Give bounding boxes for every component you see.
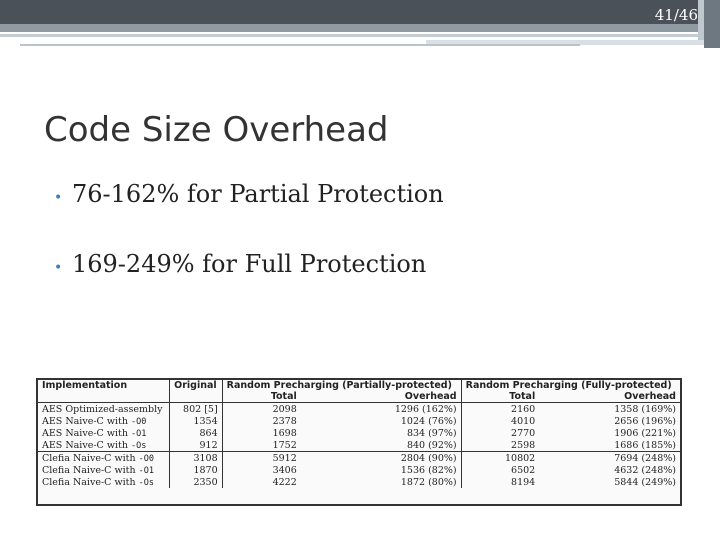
table-body bbox=[38, 403, 680, 489]
bullet-text: 169-249% for Full Protection bbox=[72, 250, 427, 278]
cell-full-overhead: 1686 (185%) bbox=[614, 439, 676, 451]
table-row bbox=[38, 427, 680, 439]
table-row bbox=[38, 452, 680, 465]
cell-partial-overhead: 1872 (80%) bbox=[301, 476, 461, 488]
bullet-dot-icon: • bbox=[54, 260, 63, 276]
cell-original: 3108 bbox=[170, 452, 223, 465]
cell-full-overhead: 2656 (196%) bbox=[614, 415, 676, 427]
compiler-flag: -Os bbox=[130, 440, 147, 451]
header-full-total: Total bbox=[461, 391, 539, 403]
table-row bbox=[38, 415, 680, 427]
cell-implementation: AES Naive-C with -O1 bbox=[38, 427, 170, 439]
slide-top-line bbox=[0, 34, 700, 37]
header-full-group: Random Precharging (Fully-protected) bbox=[465, 380, 672, 391]
slide-top-bar bbox=[0, 0, 720, 24]
slide-right-strip bbox=[698, 0, 704, 40]
cell-implementation: AES Naive-C with -O0 bbox=[38, 415, 170, 427]
table-row bbox=[38, 476, 680, 488]
header-partial-total: Total bbox=[222, 391, 301, 403]
bullet-list bbox=[54, 180, 444, 320]
cell-implementation: AES Naive-C with -Os bbox=[38, 439, 170, 452]
cell-partial-total: 1698 bbox=[272, 427, 297, 439]
cell-full-overhead: 4632 (248%) bbox=[614, 464, 676, 476]
header-original: Original bbox=[170, 380, 223, 391]
bullet-dot-icon: • bbox=[54, 190, 63, 206]
header-blank bbox=[170, 391, 223, 403]
cell-implementation: Clefia Naive-C with -O0 bbox=[38, 452, 170, 465]
cell-partial-total: 2378 bbox=[272, 415, 297, 427]
slide-right-strip bbox=[704, 0, 720, 48]
cell-partial-total: 2098 bbox=[222, 403, 301, 416]
cell-original: 2350 bbox=[170, 476, 223, 488]
cell-original: 802 [5] bbox=[170, 403, 223, 416]
cell-partial-overhead: 834 (97%) bbox=[301, 427, 461, 439]
compiler-flag: -O0 bbox=[130, 416, 147, 427]
cell-implementation: Clefia Naive-C with -Os bbox=[38, 476, 170, 488]
cell-original: 864 bbox=[170, 427, 223, 439]
cell-full-overhead: 1906 (221%) bbox=[614, 427, 676, 439]
compiler-flag: -O1 bbox=[130, 428, 147, 439]
cell-partial-overhead: 1536 (82%) bbox=[301, 464, 461, 476]
header-full-overhead: Overhead bbox=[539, 391, 680, 403]
cell-partial-total: 4222 bbox=[272, 476, 297, 488]
slide-top-line bbox=[20, 44, 580, 46]
cell-partial-overhead: 840 (92%) bbox=[301, 439, 461, 452]
cell-full-total: 2598 bbox=[511, 439, 536, 451]
header-implementation: Implementation bbox=[38, 380, 170, 391]
cell-original: 1354 bbox=[170, 415, 223, 427]
table-row bbox=[38, 403, 680, 416]
cell-implementation: Clefia Naive-C with -O1 bbox=[38, 464, 170, 476]
cell-partial-overhead: 2804 (90%) bbox=[301, 452, 461, 465]
table-row bbox=[38, 439, 680, 452]
cell-partial-overhead: 1296 (162%) bbox=[301, 403, 461, 416]
cell-full-total: 2160 bbox=[461, 403, 539, 416]
cell-full-overhead: 5844 (249%) bbox=[614, 476, 676, 488]
page-number: 41/46 bbox=[654, 6, 698, 24]
header-blank bbox=[38, 391, 170, 403]
cell-full-total: 10802 bbox=[461, 452, 539, 465]
bullet-item bbox=[54, 180, 444, 250]
cell-full-total: 2770 bbox=[511, 427, 536, 439]
cell-full-overhead: 7694 (248%) bbox=[539, 452, 680, 465]
cell-partial-overhead: 1024 (76%) bbox=[301, 415, 461, 427]
cell-implementation: AES Optimized-assembly bbox=[38, 403, 170, 416]
slide-title: Code Size Overhead bbox=[44, 110, 389, 150]
cell-partial-total: 1752 bbox=[272, 439, 297, 451]
bullet-text: 76-162% for Partial Protection bbox=[72, 180, 444, 208]
slide-top-accent-bar bbox=[0, 24, 700, 32]
cell-full-total: 8194 bbox=[511, 476, 536, 488]
header-partial-group: Random Precharging (Partially-protected) bbox=[222, 380, 461, 391]
cell-partial-total: 3406 bbox=[272, 464, 297, 476]
cell-original: 912 bbox=[170, 439, 223, 452]
compiler-flag: -O1 bbox=[138, 465, 154, 476]
cell-original: 1870 bbox=[170, 464, 223, 476]
bullet-item bbox=[54, 250, 444, 320]
header-partial-overhead: Overhead bbox=[301, 391, 461, 403]
cell-full-total: 6502 bbox=[511, 464, 536, 476]
compiler-flag: -Os bbox=[138, 477, 154, 488]
code-size-table bbox=[36, 378, 682, 506]
cell-full-total: 4010 bbox=[511, 415, 536, 427]
cell-full-overhead: 1358 (169%) bbox=[539, 403, 680, 416]
table-row bbox=[38, 464, 680, 476]
cell-partial-total: 5912 bbox=[222, 452, 301, 465]
compiler-flag: -O0 bbox=[138, 453, 154, 464]
